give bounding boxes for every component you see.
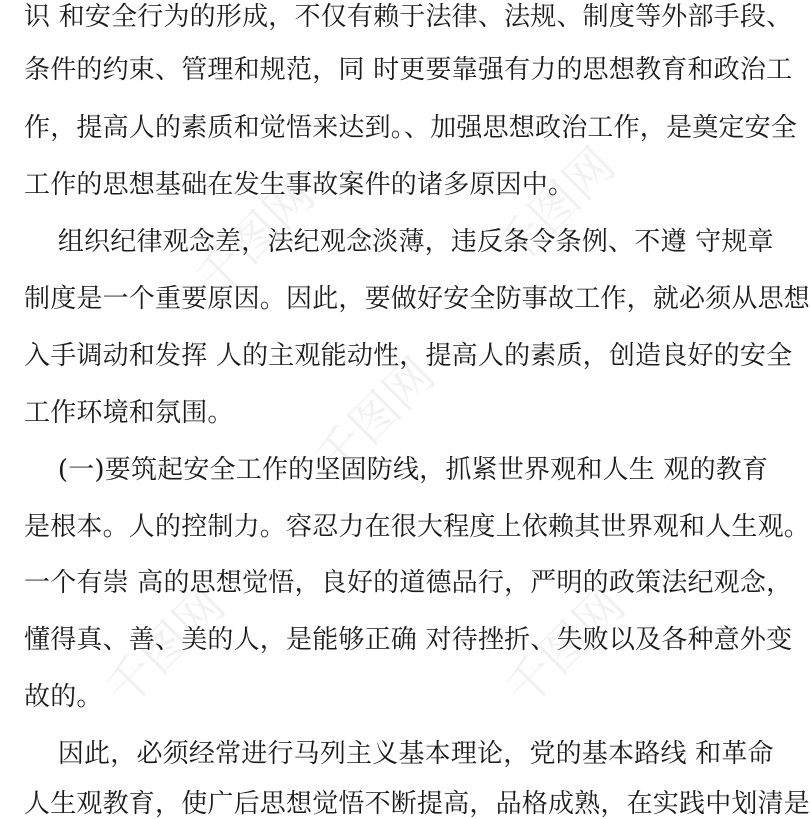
text-line: 识 和安全行为的形成，不仅有赖于法律、法规、制度等外部手段、 (24, 2, 793, 32)
text-line: 制度是一个重要原因。因此，要做好安全防事故工作，就必须从思想 (24, 284, 810, 314)
text-line: 懂得真、善、美的人，是能够正确 对待挫折、失败以及各种意外变 (24, 625, 793, 655)
watermark: 千图网 (494, 576, 636, 719)
text-line: 是根本。人的控制力。容忍力在很大程度上依赖其世界观和人生观。 (24, 512, 810, 542)
text-line: 入手调动和发挥 人的主观能动性，提高人的素质，创造良好的安全 (24, 341, 793, 371)
text-line: 作，提高人的素质和觉悟来达到。、加强思想政治工作，是奠定安全 (24, 113, 798, 143)
text-line: 工作的思想基础在发生事故案件的诸多原因中。 (24, 170, 575, 200)
watermark: 千图网 (304, 346, 446, 489)
text-line: (一)要筑起安全工作的坚固防线，抓紧世界观和人生 观的教育 (24, 455, 769, 485)
watermark: 千图网 (184, 166, 326, 309)
watermark: 千图网 (94, 576, 236, 719)
text-line: 工作环境和氛围。 (24, 398, 234, 428)
text-line: 因此，必须经常进行马列主义基本理论，党的基本路线 和革命 (24, 739, 774, 769)
text-line: 组织纪律观念差，法纪观念淡薄，违反条令条例、不遵 守规章 (24, 227, 774, 257)
text-line: 条件的约束、管理和规范，同 时更要靠强有力的思想教育和政治工 (24, 55, 793, 85)
text-line: 故的。 (24, 682, 103, 712)
text-line: 一个有崇 高的思想觉悟，良好的道德品行，严明的政策法纪观念， (24, 568, 793, 598)
watermark: 千图网 (484, 136, 626, 279)
text-line: 人生观教育，使广后思想觉悟不断提高，品格成熟，在实践中划清是 (24, 789, 810, 819)
